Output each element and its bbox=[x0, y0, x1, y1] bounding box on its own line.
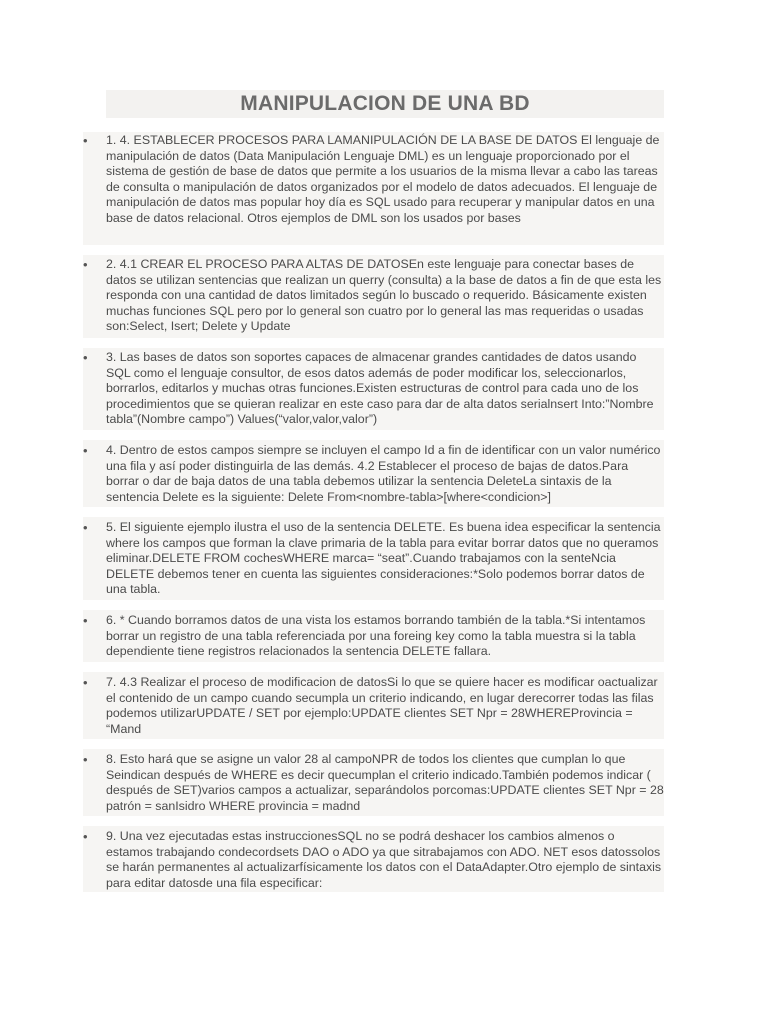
bullet-icon: • bbox=[83, 443, 88, 458]
bullet-icon: • bbox=[83, 257, 88, 272]
paragraph-text: 7. 4.3 Realizar el proceso de modificacion de datosSi lo que se quiere hacer es modificar oactualizar el contenido de un campo cuando secumpla un criterio indicando, en lugar derecorrer todas las filas podemos utilizarUPDATE / SET por ejemplo:UPDATE clientes SET Npr = 28WHEREProvincia = “Mand bbox=[106, 675, 658, 736]
paragraph-gap bbox=[83, 816, 664, 826]
page-title: MANIPULACION DE UNA BD bbox=[240, 92, 530, 115]
bullet-icon: • bbox=[83, 133, 88, 148]
paragraph-text: 8. Esto hará que se asigne un valor 28 al campoNPR de todos los clientes que cumplan lo que Seindican después de WHERE es decir quecumplan el criterio indicado.También podemos indicar ( después de SET)varios campos a actualizar, separándolos porcomas:UPDATE clientes SET Npr = 28 patrón = sanIsidro WHERE provincia = madnd bbox=[106, 752, 664, 813]
paragraph-text: 4. Dentro de estos campos siempre se incluyen el campo Id a fin de identificar con un valor numérico una fila y así poder distinguirla de las demás. 4.2 Establecer el proceso de bajas de datos.Para borrar o dar de baja datos de una tabla debemos utilizar la sentencia DeleteLa sintaxis de la sentencia Delete es la siguiente: Delete From<nombre-tabla>[where<condicion>] bbox=[106, 443, 661, 504]
paragraph-text: 6. * Cuando borramos datos de una vista los estamos borrando también de la tabla.*Si intentamos borrar un registro de una tabla referenciada por una foreing key como la tabla muestra si la tabla dependiente tiene registros relacionados la sentencia DELETE fallara. bbox=[106, 613, 646, 658]
paragraph-text: 2. 4.1 CREAR EL PROCESO PARA ALTAS DE DATOSEn este lenguaje para conectar bases de datos se utilizan sentencias que realizan un querry (consulta) a la base de datos a fin de que esta les responda con una cantidad de datos limitados según lo buscado o requerido. Básicamente existen muchas funciones SQL pero por lo general son cuatro por lo general las mas requeridas o usadas son:Select, Isert; Delete y Update bbox=[106, 257, 662, 333]
bullet-icon: • bbox=[83, 752, 88, 767]
paragraph-gap bbox=[83, 662, 664, 672]
paragraph-gap bbox=[83, 507, 664, 517]
paragraph-gap bbox=[83, 600, 664, 610]
bullet-icon: • bbox=[83, 675, 88, 690]
paragraph-gap bbox=[83, 245, 664, 255]
paragraph-text: 5. El siguiente ejemplo ilustra el uso de la sentencia DELETE. Es buena idea especificar la sentencia where los campos que forman la clave primaria de la tabla para evitar borrar datos que no queramos eliminar.DELETE FROM cochesWHERE marca= “seat”.Cuando trabajamos con la senteNcia DELETE debemos tener en cuenta las siguientes consideraciones:*Solo podemos borrar datos de una tabla. bbox=[106, 520, 661, 596]
bullet-icon: • bbox=[83, 613, 88, 628]
paragraph-text: 9. Una vez ejecutadas estas instruccionesSQL no se podrá deshacer los cambios almenos o estamos trabajando condecordsets DAO o ADO ya que sitrabajamos con ADO. NET esos datossolos se harán permanentes al actualizarfísicamente los datos con el DataAdapter.Otro ejemplo de sintaxis para editar datosde una fila especificar: bbox=[106, 829, 662, 890]
bullet-icon: • bbox=[83, 829, 88, 844]
bullet-icon: • bbox=[83, 520, 88, 535]
paragraph-gap bbox=[83, 338, 664, 348]
paragraph-text: 1. 4. ESTABLECER PROCESOS PARA LAMANIPULACIÓN DE LA BASE DE DATOS El lenguaje de manipulación de datos (Data Manipulación Lenguaje DML) es un lenguaje proporcionado por el sistema de gestión de base de datos que permite a los usuarios de la misma llevar a cabo las tareas de consulta o manipulación de datos organizados por el modelo de datos adecuados. El lenguaje de manipulación de datos mas popular hoy día es SQL usado para recuperar y manipular datos en una base de datos relacional. Otros ejemplos de DML son los usados por bases bbox=[106, 133, 660, 225]
bullet-icon: • bbox=[83, 350, 88, 365]
paragraph-gap bbox=[83, 430, 664, 440]
paragraph-gap bbox=[83, 739, 664, 749]
paragraph-text: 3. Las bases de datos son soportes capaces de almacenar grandes cantidades de datos usando SQL como el lenguaje consultor, de esos datos además de poder modificar los, seleccionarlos, borrarlos, editarlos y muchas otras funciones.Existen estructuras de control para cada uno de los procedimientos que se quieran realizar en este caso para dar de alta datos serialnsert Into:”Nombre tabla”(Nombre campo”) Values(“valor,valor,valor”) bbox=[106, 350, 654, 426]
